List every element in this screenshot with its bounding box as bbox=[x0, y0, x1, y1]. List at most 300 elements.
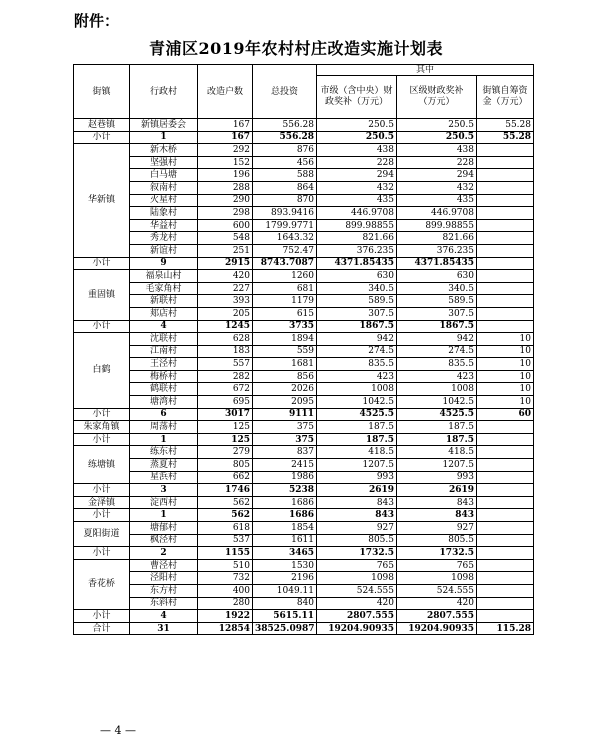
total-cell: 31 bbox=[130, 622, 198, 635]
table-row bbox=[74, 522, 534, 535]
subtotal-cell: 6 bbox=[130, 408, 198, 421]
header-self: 街镇自筹资金（万元） bbox=[477, 76, 534, 119]
subtotal-label: 小计 bbox=[74, 484, 130, 497]
subtotal-cell: 3465 bbox=[253, 547, 317, 560]
subtotal-label: 小计 bbox=[74, 320, 130, 333]
subtotal-cell: 4 bbox=[130, 320, 198, 333]
data-cell: 438 bbox=[397, 144, 477, 157]
table-row bbox=[74, 307, 534, 320]
table-row bbox=[74, 244, 534, 257]
subtotal-label: 小计 bbox=[74, 509, 130, 522]
data-cell: 2026 bbox=[253, 383, 317, 396]
subtotal-cell: 2807.555 bbox=[397, 610, 477, 623]
data-cell: 1098 bbox=[317, 572, 397, 585]
data-cell: 307.5 bbox=[397, 307, 477, 320]
subtotal-cell bbox=[477, 257, 534, 270]
data-cell: 毛家角村 bbox=[130, 282, 198, 295]
table-row bbox=[74, 333, 534, 346]
data-cell bbox=[477, 446, 534, 459]
town-cell: 夏阳街道 bbox=[74, 522, 130, 547]
table-row bbox=[74, 572, 534, 585]
data-cell: 446.9708 bbox=[397, 207, 477, 220]
data-cell: 10 bbox=[477, 358, 534, 371]
header-district-unit: （万元） bbox=[418, 97, 455, 107]
subtotal-cell: 167 bbox=[198, 131, 253, 144]
subtotal-label: 小计 bbox=[74, 433, 130, 446]
data-cell: 420 bbox=[317, 597, 397, 610]
data-cell: 821.66 bbox=[317, 232, 397, 245]
data-cell bbox=[477, 534, 534, 547]
header-households: 改造户数 bbox=[198, 65, 253, 119]
data-cell: 805.5 bbox=[397, 534, 477, 547]
data-cell: 王泾村 bbox=[130, 358, 198, 371]
header-investment: 总投资 bbox=[253, 65, 317, 119]
data-cell bbox=[477, 496, 534, 509]
subtotal-label: 小计 bbox=[74, 547, 130, 560]
table-row bbox=[74, 559, 534, 572]
data-cell bbox=[477, 295, 534, 308]
total-cell: 12854 bbox=[198, 622, 253, 635]
data-cell: 556.28 bbox=[253, 119, 317, 132]
subtotal-cell: 250.5 bbox=[397, 131, 477, 144]
subtotal-cell: 9 bbox=[130, 257, 198, 270]
table-row bbox=[74, 496, 534, 509]
data-cell: 418.5 bbox=[317, 446, 397, 459]
subtotal-row bbox=[74, 610, 534, 623]
data-cell: 1611 bbox=[253, 534, 317, 547]
table-row bbox=[74, 270, 534, 283]
data-cell: 55.28 bbox=[477, 119, 534, 132]
subtotal-cell: 4371.85435 bbox=[317, 257, 397, 270]
subtotal-cell bbox=[477, 320, 534, 333]
data-cell: 765 bbox=[317, 559, 397, 572]
subtotal-cell: 2 bbox=[130, 547, 198, 560]
data-cell: 876 bbox=[253, 144, 317, 157]
data-cell bbox=[477, 144, 534, 157]
subtotal-cell: 125 bbox=[198, 433, 253, 446]
subtotal-row bbox=[74, 547, 534, 560]
data-cell: 227 bbox=[198, 282, 253, 295]
data-cell: 752.47 bbox=[253, 244, 317, 257]
table-row bbox=[74, 584, 534, 597]
data-cell: 10 bbox=[477, 396, 534, 409]
data-cell: 251 bbox=[198, 244, 253, 257]
data-cell: 1986 bbox=[253, 471, 317, 484]
table-row bbox=[74, 370, 534, 383]
data-cell bbox=[477, 194, 534, 207]
data-cell: 鹤联村 bbox=[130, 383, 198, 396]
data-cell: 新谊村 bbox=[130, 244, 198, 257]
table-row bbox=[74, 459, 534, 472]
data-cell: 1530 bbox=[253, 559, 317, 572]
town-cell: 朱家角镇 bbox=[74, 421, 130, 434]
subtotal-row bbox=[74, 257, 534, 270]
data-cell: 沈联村 bbox=[130, 333, 198, 346]
subtotal-label: 小计 bbox=[74, 257, 130, 270]
subtotal-cell: 1686 bbox=[253, 509, 317, 522]
table-row bbox=[74, 219, 534, 232]
data-cell: 588 bbox=[253, 169, 317, 182]
data-cell: 307.5 bbox=[317, 307, 397, 320]
total-cell: 115.28 bbox=[477, 622, 534, 635]
data-cell: 2095 bbox=[253, 396, 317, 409]
town-cell: 赵巷镇 bbox=[74, 119, 130, 132]
subtotal-cell: 2807.555 bbox=[317, 610, 397, 623]
data-cell: 周荡村 bbox=[130, 421, 198, 434]
subtotal-row bbox=[74, 408, 534, 421]
header-town: 街镇 bbox=[74, 65, 130, 119]
table-row bbox=[74, 169, 534, 182]
subtotal-cell: 1867.5 bbox=[317, 320, 397, 333]
town-cell: 白鹤 bbox=[74, 333, 130, 409]
table-row bbox=[74, 282, 534, 295]
subtotal-cell: 1867.5 bbox=[397, 320, 477, 333]
table-row bbox=[74, 144, 534, 157]
subtotal-cell bbox=[477, 484, 534, 497]
town-cell: 华新镇 bbox=[74, 144, 130, 257]
subtotal-cell: 5238 bbox=[253, 484, 317, 497]
subtotal-cell: 1922 bbox=[198, 610, 253, 623]
subtotal-cell: 4525.5 bbox=[397, 408, 477, 421]
subtotal-row bbox=[74, 433, 534, 446]
data-cell: 1008 bbox=[317, 383, 397, 396]
data-cell: 805.5 bbox=[317, 534, 397, 547]
town-cell: 金泽镇 bbox=[74, 496, 130, 509]
data-cell: 695 bbox=[198, 396, 253, 409]
data-cell: 228 bbox=[317, 156, 397, 169]
data-cell: 1179 bbox=[253, 295, 317, 308]
subtotal-cell: 187.5 bbox=[397, 433, 477, 446]
town-cell: 练塘镇 bbox=[74, 446, 130, 484]
data-cell: 2415 bbox=[253, 459, 317, 472]
table-row bbox=[74, 207, 534, 220]
subtotal-label: 小计 bbox=[74, 408, 130, 421]
data-cell: 华益村 bbox=[130, 219, 198, 232]
table-row bbox=[74, 358, 534, 371]
data-cell: 456 bbox=[253, 156, 317, 169]
data-cell: 1681 bbox=[253, 358, 317, 371]
document-title: 青浦区2019年农村村庄改造实施计划表 bbox=[148, 39, 444, 58]
data-cell: 205 bbox=[198, 307, 253, 320]
data-cell: 615 bbox=[253, 307, 317, 320]
subtotal-cell: 9111 bbox=[253, 408, 317, 421]
data-cell: 732 bbox=[198, 572, 253, 585]
data-cell bbox=[477, 421, 534, 434]
subtotal-cell: 1155 bbox=[198, 547, 253, 560]
data-cell: 393 bbox=[198, 295, 253, 308]
data-cell: 524.555 bbox=[317, 584, 397, 597]
subtotal-row bbox=[74, 131, 534, 144]
subtotal-cell: 2619 bbox=[397, 484, 477, 497]
data-cell: 1207.5 bbox=[397, 459, 477, 472]
data-cell: 899.98855 bbox=[317, 219, 397, 232]
header-city: 市级（含中央）财政奖补（万元） bbox=[317, 76, 397, 119]
data-cell bbox=[477, 244, 534, 257]
data-cell: 835.5 bbox=[397, 358, 477, 371]
data-cell: 548 bbox=[198, 232, 253, 245]
subtotal-cell bbox=[477, 610, 534, 623]
data-cell bbox=[477, 572, 534, 585]
table-row bbox=[74, 534, 534, 547]
data-cell: 821.66 bbox=[397, 232, 477, 245]
data-cell: 塘郁村 bbox=[130, 522, 198, 535]
data-cell: 630 bbox=[397, 270, 477, 283]
data-cell: 1854 bbox=[253, 522, 317, 535]
data-cell: 秀龙村 bbox=[130, 232, 198, 245]
data-cell bbox=[477, 232, 534, 245]
data-cell: 438 bbox=[317, 144, 397, 157]
data-cell: 新木桥 bbox=[130, 144, 198, 157]
data-cell: 250.5 bbox=[397, 119, 477, 132]
data-cell: 曹泾村 bbox=[130, 559, 198, 572]
data-cell: 江南村 bbox=[130, 345, 198, 358]
total-cell: 19204.90935 bbox=[397, 622, 477, 635]
data-cell: 10 bbox=[477, 345, 534, 358]
subtotal-cell: 4525.5 bbox=[317, 408, 397, 421]
data-cell: 630 bbox=[317, 270, 397, 283]
data-cell: 梅桥村 bbox=[130, 370, 198, 383]
subtotal-cell: 1732.5 bbox=[317, 547, 397, 560]
data-cell: 228 bbox=[397, 156, 477, 169]
total-cell: 38525.0987 bbox=[253, 622, 317, 635]
data-cell: 星浜村 bbox=[130, 471, 198, 484]
data-cell bbox=[477, 219, 534, 232]
data-cell: 435 bbox=[397, 194, 477, 207]
data-cell: 1643.32 bbox=[253, 232, 317, 245]
data-cell: 432 bbox=[317, 181, 397, 194]
data-cell: 557 bbox=[198, 358, 253, 371]
table-row bbox=[74, 471, 534, 484]
data-cell: 400 bbox=[198, 584, 253, 597]
subtotal-cell: 1245 bbox=[198, 320, 253, 333]
page-number: — 4 — bbox=[100, 724, 136, 737]
table-row bbox=[74, 119, 534, 132]
header-village: 行政村 bbox=[130, 65, 198, 119]
table-row bbox=[74, 295, 534, 308]
subtotal-cell bbox=[477, 509, 534, 522]
data-cell: 662 bbox=[198, 471, 253, 484]
data-cell: 435 bbox=[317, 194, 397, 207]
table-row bbox=[74, 597, 534, 610]
data-cell: 340.5 bbox=[317, 282, 397, 295]
data-cell: 589.5 bbox=[317, 295, 397, 308]
data-cell: 183 bbox=[198, 345, 253, 358]
data-cell: 白马塘 bbox=[130, 169, 198, 182]
subtotal-cell: 55.28 bbox=[477, 131, 534, 144]
data-cell: 187.5 bbox=[317, 421, 397, 434]
data-cell: 练东村 bbox=[130, 446, 198, 459]
data-cell: 843 bbox=[397, 496, 477, 509]
subtotal-cell: 4 bbox=[130, 610, 198, 623]
data-cell: 274.5 bbox=[317, 345, 397, 358]
data-cell: 187.5 bbox=[397, 421, 477, 434]
data-cell: 塘湾村 bbox=[130, 396, 198, 409]
data-cell bbox=[477, 207, 534, 220]
header-district-label: 区级财政奖补 bbox=[409, 86, 464, 96]
subtotal-cell: 562 bbox=[198, 509, 253, 522]
data-cell: 1260 bbox=[253, 270, 317, 283]
data-cell: 火星村 bbox=[130, 194, 198, 207]
header-district bbox=[397, 76, 477, 119]
subtotal-row bbox=[74, 484, 534, 497]
data-cell: 1207.5 bbox=[317, 459, 397, 472]
data-cell: 942 bbox=[317, 333, 397, 346]
subtotal-cell: 187.5 bbox=[317, 433, 397, 446]
data-cell bbox=[477, 169, 534, 182]
data-cell: 432 bbox=[397, 181, 477, 194]
total-cell: 19204.90935 bbox=[317, 622, 397, 635]
data-cell: 856 bbox=[253, 370, 317, 383]
data-cell: 893.9416 bbox=[253, 207, 317, 220]
data-cell: 537 bbox=[198, 534, 253, 547]
data-cell: 蒸夏村 bbox=[130, 459, 198, 472]
data-cell bbox=[477, 156, 534, 169]
data-cell: 10 bbox=[477, 370, 534, 383]
subtotal-cell: 1 bbox=[130, 509, 198, 522]
subtotal-cell: 3735 bbox=[253, 320, 317, 333]
data-cell: 10 bbox=[477, 333, 534, 346]
data-cell: 423 bbox=[397, 370, 477, 383]
data-cell: 589.5 bbox=[397, 295, 477, 308]
data-cell: 927 bbox=[397, 522, 477, 535]
data-cell: 1008 bbox=[397, 383, 477, 396]
table-row bbox=[74, 232, 534, 245]
data-cell: 870 bbox=[253, 194, 317, 207]
data-cell bbox=[477, 471, 534, 484]
subtotal-cell: 5615.11 bbox=[253, 610, 317, 623]
total-label: 合计 bbox=[74, 622, 130, 635]
data-cell: 292 bbox=[198, 144, 253, 157]
plan-table bbox=[73, 64, 534, 635]
data-cell bbox=[477, 522, 534, 535]
data-cell bbox=[477, 559, 534, 572]
data-cell bbox=[477, 584, 534, 597]
subtotal-row bbox=[74, 320, 534, 333]
subtotal-cell: 556.28 bbox=[253, 131, 317, 144]
table-row bbox=[74, 181, 534, 194]
subtotal-cell: 2619 bbox=[317, 484, 397, 497]
data-cell: 1042.5 bbox=[397, 396, 477, 409]
subtotal-label: 小计 bbox=[74, 131, 130, 144]
data-cell: 288 bbox=[198, 181, 253, 194]
data-cell: 420 bbox=[198, 270, 253, 283]
table-row bbox=[74, 396, 534, 409]
data-cell: 1686 bbox=[253, 496, 317, 509]
data-cell: 672 bbox=[198, 383, 253, 396]
subtotal-cell: 8743.7087 bbox=[253, 257, 317, 270]
table-row bbox=[74, 156, 534, 169]
data-cell: 340.5 bbox=[397, 282, 477, 295]
data-cell: 152 bbox=[198, 156, 253, 169]
subtotal-cell: 1 bbox=[130, 131, 198, 144]
data-cell: 375 bbox=[253, 421, 317, 434]
data-cell: 282 bbox=[198, 370, 253, 383]
table-row bbox=[74, 194, 534, 207]
data-cell: 枫泾村 bbox=[130, 534, 198, 547]
table-row bbox=[74, 421, 534, 434]
data-cell: 167 bbox=[198, 119, 253, 132]
data-cell: 1098 bbox=[397, 572, 477, 585]
header-of-which: 其中 bbox=[317, 65, 534, 76]
data-cell: 东斜村 bbox=[130, 597, 198, 610]
data-cell: 294 bbox=[317, 169, 397, 182]
data-cell: 837 bbox=[253, 446, 317, 459]
total-row bbox=[74, 622, 534, 635]
data-cell: 927 bbox=[317, 522, 397, 535]
data-cell: 294 bbox=[397, 169, 477, 182]
data-cell: 418.5 bbox=[397, 446, 477, 459]
data-cell: 196 bbox=[198, 169, 253, 182]
table-row bbox=[74, 383, 534, 396]
data-cell: 279 bbox=[198, 446, 253, 459]
subtotal-cell: 843 bbox=[317, 509, 397, 522]
data-cell: 125 bbox=[198, 421, 253, 434]
data-cell bbox=[477, 270, 534, 283]
subtotal-cell: 60 bbox=[477, 408, 534, 421]
data-cell: 993 bbox=[317, 471, 397, 484]
data-cell: 993 bbox=[397, 471, 477, 484]
data-cell: 600 bbox=[198, 219, 253, 232]
data-cell: 843 bbox=[317, 496, 397, 509]
data-cell: 东方村 bbox=[130, 584, 198, 597]
data-cell: 562 bbox=[198, 496, 253, 509]
data-cell: 10 bbox=[477, 383, 534, 396]
town-cell: 香花桥 bbox=[74, 559, 130, 609]
data-cell bbox=[477, 307, 534, 320]
data-cell: 250.5 bbox=[317, 119, 397, 132]
data-cell: 1894 bbox=[253, 333, 317, 346]
data-cell: 423 bbox=[317, 370, 397, 383]
subtotal-cell: 1732.5 bbox=[397, 547, 477, 560]
data-cell: 864 bbox=[253, 181, 317, 194]
data-cell: 郏店村 bbox=[130, 307, 198, 320]
data-cell: 835.5 bbox=[317, 358, 397, 371]
data-cell: 376.235 bbox=[317, 244, 397, 257]
data-cell bbox=[477, 181, 534, 194]
data-cell: 840 bbox=[253, 597, 317, 610]
data-cell: 805 bbox=[198, 459, 253, 472]
data-cell: 628 bbox=[198, 333, 253, 346]
subtotal-cell bbox=[477, 547, 534, 560]
data-cell: 福泉山村 bbox=[130, 270, 198, 283]
data-cell: 618 bbox=[198, 522, 253, 535]
data-cell: 942 bbox=[397, 333, 477, 346]
data-cell: 510 bbox=[198, 559, 253, 572]
data-cell: 陆象村 bbox=[130, 207, 198, 220]
table-row bbox=[74, 446, 534, 459]
data-cell: 274.5 bbox=[397, 345, 477, 358]
subtotal-cell: 375 bbox=[253, 433, 317, 446]
table-row bbox=[74, 345, 534, 358]
data-cell: 泾阳村 bbox=[130, 572, 198, 585]
data-cell bbox=[477, 282, 534, 295]
data-cell: 420 bbox=[397, 597, 477, 610]
data-cell: 叙南村 bbox=[130, 181, 198, 194]
data-cell: 新镇居委会 bbox=[130, 119, 198, 132]
data-cell: 446.9708 bbox=[317, 207, 397, 220]
data-cell: 376.235 bbox=[397, 244, 477, 257]
subtotal-cell: 4371.85435 bbox=[397, 257, 477, 270]
data-cell: 290 bbox=[198, 194, 253, 207]
data-cell: 1049.11 bbox=[253, 584, 317, 597]
data-cell: 新联村 bbox=[130, 295, 198, 308]
data-cell: 298 bbox=[198, 207, 253, 220]
subtotal-cell: 2915 bbox=[198, 257, 253, 270]
data-cell: 681 bbox=[253, 282, 317, 295]
subtotal-cell: 3017 bbox=[198, 408, 253, 421]
subtotal-cell: 3 bbox=[130, 484, 198, 497]
data-cell: 坚强村 bbox=[130, 156, 198, 169]
